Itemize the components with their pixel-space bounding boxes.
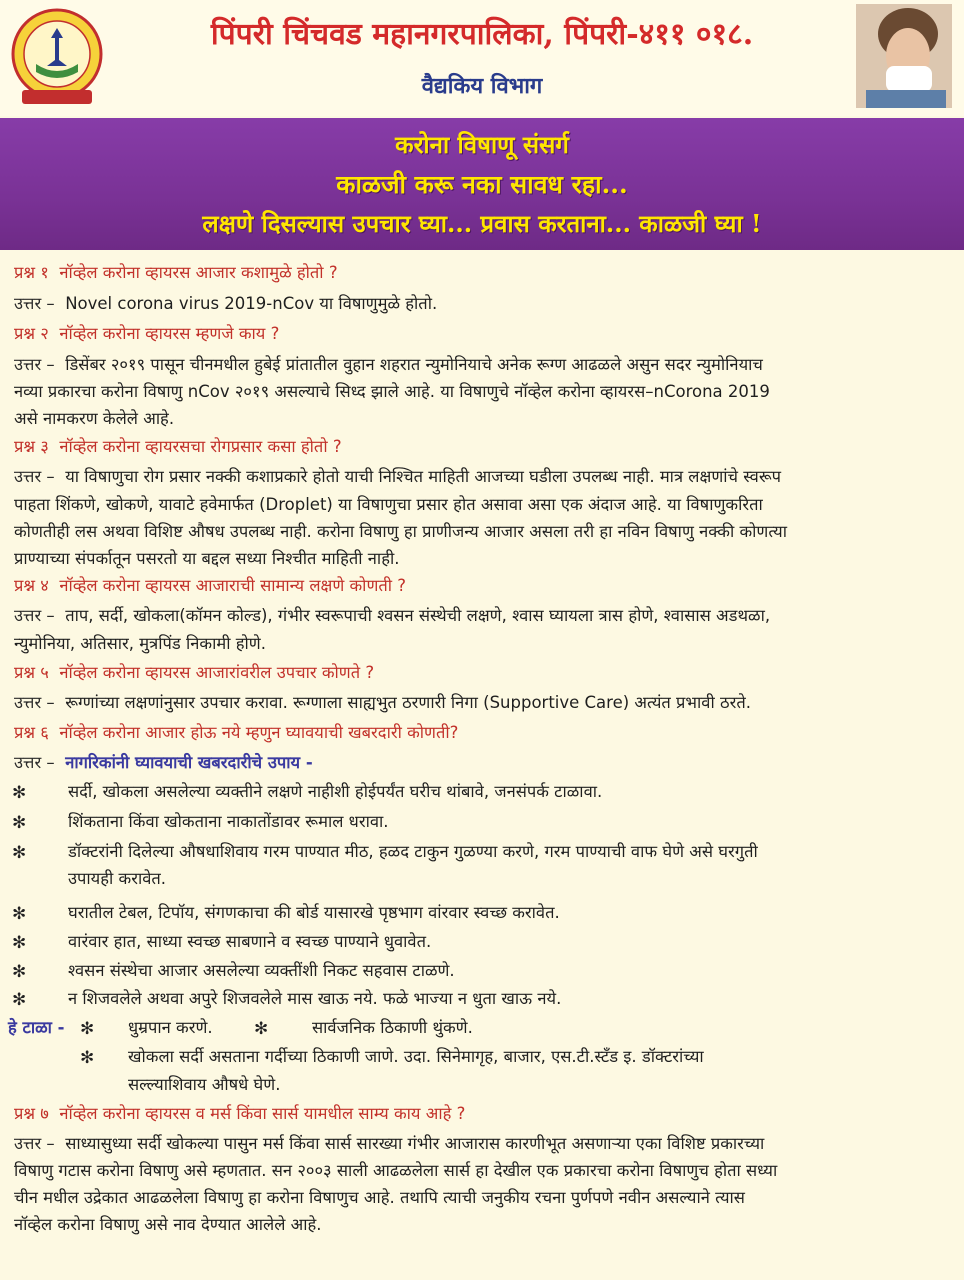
bullet-star-icon: ✻: [12, 783, 27, 803]
bullet-star-icon: ✻: [12, 933, 27, 953]
bullet-star-icon: ✻: [12, 904, 27, 924]
avoid-item: खोकला सर्दी असताना गर्दीच्या ठिकाणी जाणे. उदा. सिनेमागृह, बाजार, एस.टी.स्टँड इ. डॉक्टरांच्या: [128, 1047, 704, 1066]
bullet-star-icon: ✻: [12, 962, 27, 982]
answer-7-line: चीन मधील उद्रेकात आढळलेला विषाणु हा करोना विषाणुच आहे. तथापि त्याची जनुकीय रचना पुर्णपणे नवीन असल्याने त्यास: [14, 1188, 745, 1207]
banner-slogan: काळजी करू नका सावध रहा...: [336, 170, 628, 199]
question-2: प्रश्न २ नॉव्हेल करोना व्हायरस म्हणजे काय ?: [14, 324, 280, 343]
precaution-item: शिंकताना किंवा खोकताना नाकातोंडावर रूमाल धरावा.: [68, 812, 389, 831]
answer-6: उत्तर – नागरिकांनी घ्यावयाची खबरदारीचे उपाय -: [14, 753, 313, 772]
precaution-item-continued: उपायही करावेत.: [68, 869, 167, 888]
question-5: प्रश्न ५ नॉव्हेल करोना व्हायरस आजारांवरील उपचार कोणते ?: [14, 663, 375, 682]
answer-3-line: प्राण्याच्या संपर्कातून पसरतो या बद्दल सध्या निश्चीत माहिती नाही.: [14, 549, 400, 568]
answer-2: उत्तर – डिसेंबर २०१९ पासून चीनमधील हुबेई प्रांतातील वुहान शहरात न्युमोनियाचे अनेक रूग्ण आढळले असुन सदर न्युमोनियाच: [14, 355, 763, 374]
page-title: पिंपरी चिंचवड महानगरपालिका, पिंपरी-४११ ०१८.: [210, 17, 754, 52]
answer-4: उत्तर – ताप, सर्दी, खोकला(कॉमन कोल्ड), गंभीर स्वरूपाची श्वसन संस्थेची लक्षणे, श्वास घ्यायला त्रास होणे, श्वासास अडथळा,: [14, 606, 771, 625]
question-3: प्रश्न ३ नॉव्हेल करोना व्हायरसचा रोगप्रसार कसा होतो ?: [14, 437, 342, 456]
answer-3-line: कोणतीही लस अथवा विशिष्ट औषध उपलब्ध नाही. करोना विषाणु हा प्राणीजन्य आजार असला तरी हा नविन विषाणु नक्की कोणत्या: [14, 522, 787, 541]
municipal-logo: [8, 6, 106, 110]
banner-headline: करोना विषाणू संसर्ग: [395, 130, 569, 159]
bullet-star-icon: ✻: [12, 843, 27, 863]
avoid-item-continued: सल्ल्याशिवाय औषधे घेणे.: [128, 1075, 281, 1094]
header: [0, 0, 964, 116]
answer-5: उत्तर – रूग्णांच्या लक्षणांनुसार उपचार करावा. रूग्णाला साह्यभुत ठरणारी निगा (Supportive Care) अत्यंत प्रभावी ठरते.: [14, 693, 751, 712]
answer-7-line: नॉव्हेल करोना विषाणु असे नाव देण्यात आलेले आहे.: [14, 1215, 322, 1234]
question-6: प्रश्न ६ नॉव्हेल करोना आजार होऊ नये म्हणुन घ्यावयाची खबरदारी कोणती?: [14, 723, 459, 742]
answer-2-line: नव्या प्रकारचा करोना विषाणु nCov २०१९ असल्याचे सिध्द झाले आहे. या विषाणुचे नॉव्हेल करोना व्हायरस–nCorona 2019: [14, 382, 770, 401]
question-7: प्रश्न ७ नॉव्हेल करोना व्हायरस व मर्स किंवा सार्स यामधील साम्य काय आहे ?: [14, 1104, 466, 1123]
precaution-item: डॉक्टरांनी दिलेल्या औषधाशिवाय गरम पाण्यात मीठ, हळद टाकुन गुळण्या करणे, गरम पाण्याची वाफ घेणे असे घरगुती: [68, 842, 758, 861]
question-1: प्रश्न १ नॉव्हेल करोना व्हायरस आजार कशामुळे होतो ?: [14, 263, 338, 282]
question-4: प्रश्न ४ नॉव्हेल करोना व्हायरस आजाराची सामान्य लक्षणे कोणती ?: [14, 576, 407, 595]
department-subtitle: वैद्यकिय विभाग: [421, 73, 543, 99]
bullet-star-icon: ✻: [80, 1048, 95, 1068]
answer-7-line: विषाणु गटास करोना विषाणु असे म्हणतात. सन २००३ साली आढळलेला सार्स हा देखील एक प्रकारचा करोना विषाणुच होता सध्या: [14, 1161, 778, 1180]
precaution-item: न शिजवलेले अथवा अपुरे शिजवलेले मास खाऊ नये. फळे भाज्या न धुता खाऊ नये.: [68, 989, 562, 1008]
avoid-item: सार्वजनिक ठिकाणी थुंकणे.: [312, 1018, 473, 1037]
precaution-item: श्वसन संस्थेचा आजार असलेल्या व्यक्तींशी निकट सहवास टाळणे.: [68, 961, 455, 980]
banner-advice: लक्षणे दिसल्यास उपचार घ्या... प्रवास करताना... काळजी घ्या !: [202, 209, 762, 238]
avoid-item: धुम्रपान करणे.: [128, 1018, 213, 1037]
bullet-star-icon: ✻: [254, 1019, 269, 1039]
answer-1: उत्तर – Novel corona virus 2019-nCov या विषाणुमुळे होतो.: [14, 294, 438, 313]
answer-3-line: पाहता शिंकणे, खोकणे, यावाटे हवेमार्फत (Droplet) या विषाणुचा प्रसार होत असावा असा एक अंदाज आहे. या विषाणुकरिता: [14, 495, 763, 514]
bullet-star-icon: ✻: [12, 990, 27, 1010]
precaution-item: सर्दी, खोकला असलेल्या व्यक्तीने लक्षणे नाहीशी होईपर्यंत घरीच थांबावे, जनसंपर्क टाळावा.: [68, 782, 603, 801]
answer-2-line: असे नामकरण केलेले आहे.: [14, 409, 175, 428]
sneezing-person-image: [856, 4, 952, 108]
answer-3: उत्तर – या विषाणुचा रोग प्रसार नक्की कशाप्रकारे होतो याची निश्चित माहिती आजच्या घडीला उपलब्ध नाही. मात्र लक्षणांचे स्वरूप: [14, 467, 782, 486]
precaution-item: घरातील टेबल, टिपॉय, संगणकाचा की बोर्ड यासारखे पृष्ठभाग वांरवार स्वच्छ करावेत.: [68, 903, 560, 922]
answer-7: उत्तर – साध्यासुध्या सर्दी खोकल्या पासुन मर्स किंवा सार्स सारख्या गंभीर आजारास कारणीभूत असणाऱ्या एका विशिष्ट प्रकारच्या: [14, 1134, 765, 1153]
bullet-star-icon: ✻: [80, 1019, 95, 1039]
answer-4-line: न्युमोनिया, अतिसार, मुत्रपिंड निकामी होणे.: [14, 634, 266, 653]
precaution-item: वारंवार हात, साध्या स्वच्छ साबणाने व स्वच्छ पाण्याने धुवावेत.: [68, 932, 432, 951]
avoid-label: हे टाळा -: [8, 1018, 65, 1037]
bullet-star-icon: ✻: [12, 813, 27, 833]
